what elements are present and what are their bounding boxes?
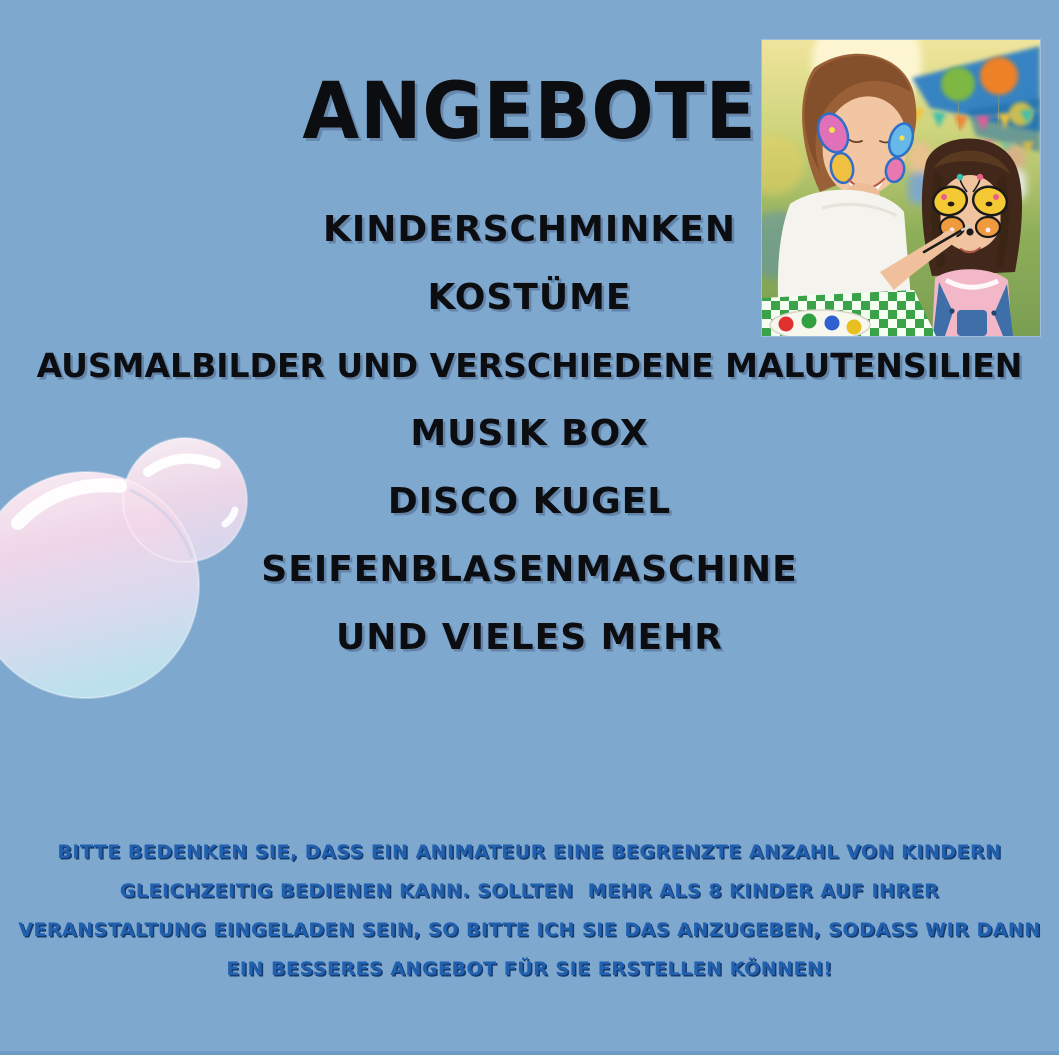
- offer-item: DISCO KUGEL: [387, 481, 672, 522]
- capacity-note: [0, 833, 1059, 989]
- bottom-edge-bar: [0, 1051, 1059, 1055]
- note-line: GLEICHZEITIG BEDIENEN KANN. SOLLTEN MEHR ALS 8 KINDER AUF IHRER: [119, 880, 940, 902]
- offer-item: KINDERSCHMINKEN: [322, 209, 737, 250]
- note-line: BITTE BEDENKEN SIE, DASS EIN ANIMATEUR EINE BEGRENZTE ANZAHL VON KINDERN: [57, 841, 1002, 863]
- offer-item: MUSIK BOX: [410, 413, 649, 454]
- note-line: VERANSTALTUNG EINGELADEN SEIN, SO BITTE ICH SIE DAS ANZUGEBEN, SODASS WIR DANN: [18, 919, 1041, 941]
- offer-item: SEIFENBLASENMASCHINE: [261, 549, 798, 590]
- offers-list: [0, 196, 1059, 672]
- note-line: EIN BESSERES ANGEBOT FÜR SIE ERSTELLEN KÖNNEN!: [226, 958, 833, 980]
- offer-item: AUSMALBILDER UND VERSCHIEDENE MALUTENSILIEN: [36, 346, 1023, 385]
- offer-item: UND VIELES MEHR: [336, 617, 723, 658]
- page-title: ANGEBOTE: [302, 67, 757, 158]
- offer-item: KOSTÜME: [427, 277, 632, 318]
